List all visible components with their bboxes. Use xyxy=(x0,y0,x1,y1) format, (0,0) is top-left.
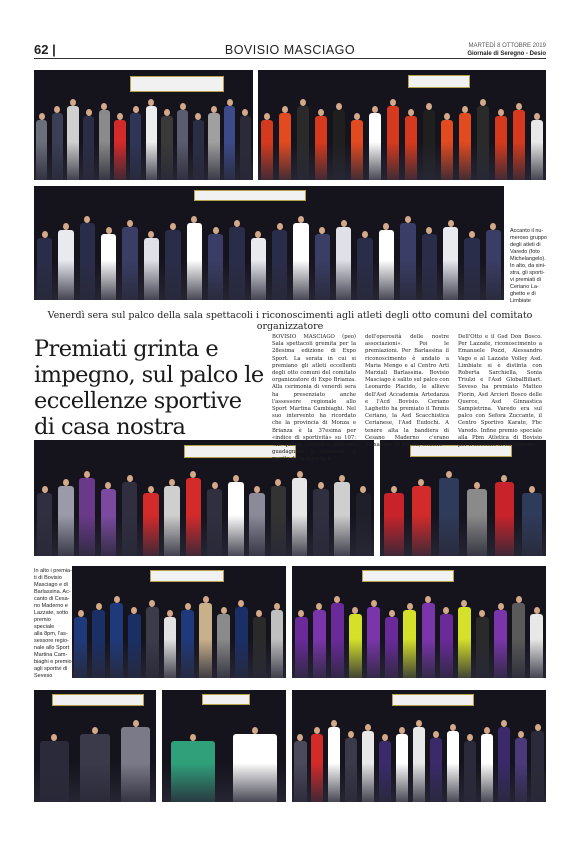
caption-line: Accanto il nu- xyxy=(510,228,544,234)
person-figure xyxy=(495,482,515,556)
person-figure xyxy=(58,486,73,556)
person-figure xyxy=(522,493,542,556)
person-figure xyxy=(294,741,306,802)
section-title: BOVISIO MASCIAGO xyxy=(224,43,356,57)
person-figure xyxy=(379,230,394,300)
person-figure xyxy=(486,230,501,300)
person-figure xyxy=(481,734,493,802)
person-figure xyxy=(146,106,157,180)
person-figure xyxy=(440,614,453,678)
person-figure xyxy=(187,223,202,300)
person-figure xyxy=(458,607,471,678)
person-figure xyxy=(447,731,459,802)
person-figure xyxy=(362,731,374,802)
person-figure xyxy=(272,230,287,300)
person-figure xyxy=(99,110,110,180)
person-figure xyxy=(128,614,141,678)
person-figure xyxy=(292,478,307,556)
photo-varedo xyxy=(34,186,504,300)
caption-line: In alto, da sini- xyxy=(510,263,546,269)
person-figure xyxy=(385,617,398,678)
person-figure xyxy=(240,116,251,180)
photo-bovisio-barlassina xyxy=(34,70,253,180)
caption-line: ti di Bovisio xyxy=(34,575,62,581)
page-number: 62 | xyxy=(34,42,56,57)
caption-line: meroso gruppo xyxy=(510,235,547,241)
person-figure xyxy=(530,614,543,678)
person-figure xyxy=(349,614,362,678)
person-figure xyxy=(336,227,351,300)
caption-line: stra, gli sporti- xyxy=(510,270,545,276)
caption-line: Ceriano La- xyxy=(510,284,539,290)
person-figure xyxy=(271,610,284,678)
person-figure xyxy=(476,617,489,678)
person-figure xyxy=(293,223,308,300)
person-figure xyxy=(498,727,510,802)
caption-line: ghetto e di xyxy=(510,291,536,297)
person-figure xyxy=(279,113,292,180)
caption-line: sessore regio- xyxy=(34,638,69,644)
photo-seveso xyxy=(292,690,546,802)
person-figure xyxy=(331,603,344,678)
person-figure xyxy=(400,223,415,300)
person-figure xyxy=(36,120,47,180)
caption-line: biaghi e premio xyxy=(34,659,72,665)
person-figure xyxy=(101,234,116,300)
photo-assessore xyxy=(162,690,286,802)
person-figure xyxy=(439,478,459,556)
person-figure xyxy=(67,106,78,180)
person-figure xyxy=(199,603,212,678)
person-figure xyxy=(313,610,326,678)
header-rule xyxy=(34,58,546,59)
person-figure xyxy=(229,227,244,300)
caption-line: vi premiati di xyxy=(510,277,541,283)
person-figure xyxy=(333,110,346,180)
person-figure xyxy=(217,614,230,678)
person-figure xyxy=(164,617,177,678)
issue-date: MARTEDÌ 8 OTTOBRE 2019 xyxy=(468,43,546,49)
person-figure xyxy=(477,106,490,180)
person-figure xyxy=(315,116,328,180)
caption-line: canto di Cesa- xyxy=(34,596,70,602)
article-column-2: dell'operosità delle nostre associazioni». Poi le premiazioni. Per Barlassina il riconoscimento è andato a Maria Mengo e al Centro Arti Marziali Barlassina. Bovisio Masciago è salito sul palco con Leonardo Placido, le allieve dell'Asd Accademia Artedanza e l'Acd Bovisio. Ceriano Laghetto ha premiato il Tennis Ceriano, la Asd Scacchistica Cerianese, l'Asd Eudochi. A tenere alta la bandiera di Cesano Maderno c'erano Alexander Di Nicola, Simone xyxy=(365,334,449,449)
person-figure xyxy=(165,230,180,300)
person-figure xyxy=(423,110,436,180)
person-figure xyxy=(513,110,526,180)
person-figure xyxy=(367,607,380,678)
person-figure xyxy=(171,741,216,802)
person-figure xyxy=(351,120,364,180)
person-figure xyxy=(512,603,525,678)
person-figure xyxy=(146,607,159,678)
caption-line: Martina Cam- xyxy=(34,652,68,658)
person-figure xyxy=(405,116,418,180)
person-figure xyxy=(345,738,357,802)
person-figure xyxy=(311,734,323,802)
person-figure xyxy=(297,106,310,180)
person-figure xyxy=(80,223,95,300)
masthead xyxy=(467,42,546,58)
person-figure xyxy=(37,238,52,300)
person-figure xyxy=(253,617,266,678)
person-figure xyxy=(295,617,308,678)
person-figure xyxy=(328,727,340,802)
person-figure xyxy=(110,603,123,678)
person-figure xyxy=(181,610,194,678)
caption-bottom-left xyxy=(34,568,72,680)
person-figure xyxy=(467,489,487,556)
person-figure xyxy=(387,106,400,180)
person-figure xyxy=(396,734,408,802)
person-figure xyxy=(208,113,219,180)
person-figure xyxy=(384,493,404,556)
caption-line: agli sportivi di xyxy=(34,666,68,672)
person-figure xyxy=(315,234,330,300)
person-figure xyxy=(413,727,425,802)
person-figure xyxy=(495,116,508,180)
person-figure xyxy=(422,603,435,678)
person-figure xyxy=(403,610,416,678)
person-figure xyxy=(531,120,544,180)
photo-volley-team xyxy=(292,566,546,678)
caption-line: Seveso xyxy=(34,673,53,679)
person-figure xyxy=(369,113,382,180)
person-figure xyxy=(101,489,116,556)
person-figure xyxy=(271,486,286,556)
caption-line: alla 8pm, l'as- xyxy=(34,631,68,637)
caption-line: Masciago e di xyxy=(34,582,68,588)
newspaper-name: Giornale di Seregno - Desio xyxy=(467,51,546,57)
person-figure xyxy=(412,486,432,556)
person-figure xyxy=(130,113,141,180)
person-figure xyxy=(79,478,94,556)
person-figure xyxy=(83,116,94,180)
person-figure xyxy=(235,607,248,678)
caption-line: Limbiate xyxy=(510,298,531,304)
person-figure xyxy=(92,610,105,678)
person-figure xyxy=(121,727,150,802)
person-figure xyxy=(161,116,172,180)
person-figure xyxy=(249,493,264,556)
person-figure xyxy=(531,731,543,802)
person-figure xyxy=(356,493,371,556)
person-figure xyxy=(228,482,243,556)
person-figure xyxy=(114,120,125,180)
photo-karate-kids xyxy=(72,566,286,678)
person-figure xyxy=(224,106,235,180)
caption-line: Barlassina. Ac- xyxy=(34,589,71,595)
person-figure xyxy=(143,493,158,556)
caption-line: Michelangelo). xyxy=(510,256,546,262)
person-figure xyxy=(164,486,179,556)
caption-line: degli atleti di xyxy=(510,242,541,248)
article-headline: Premiati grinta e impegno, sul palco le eccellenze sportive di casa nostra xyxy=(34,336,264,440)
person-figure xyxy=(379,741,391,802)
person-figure xyxy=(52,113,63,180)
caption-top-right xyxy=(510,228,554,305)
caption-line: In alto i premia- xyxy=(34,568,72,574)
person-figure xyxy=(37,493,52,556)
photo-ceriano-limbiate xyxy=(258,70,546,180)
person-figure xyxy=(193,120,204,180)
person-figure xyxy=(430,738,442,802)
person-figure xyxy=(251,238,266,300)
person-figure xyxy=(464,741,476,802)
caption-line: premio speciale xyxy=(34,617,55,630)
person-figure xyxy=(177,110,188,180)
person-figure xyxy=(58,230,73,300)
person-figure xyxy=(144,238,159,300)
photo-pbm-award xyxy=(34,690,156,802)
article-column-1: BOVISIO MASCIAGO (peo) Sala spettacoli gremita per la 28esima edizione di Expo Sport. La serata in cui si premiano gli atleti eccellenti degli otto comuni del comitato organizzatore di Expo Brianza. Alla cerimonia di venerdì sera ha presenziato anche l'assessore regionale allo Sport Martina Cambiaghi. Nel suo intervento ha ricordato che la provincia di Monza e Brianza è la 37esima per «indice di sportività» su 107: «In questa classifica abbiamo guadagnato 9 posizioni, è merito della tenacia e xyxy=(272,334,356,463)
person-figure xyxy=(261,120,274,180)
person-figure xyxy=(334,482,349,556)
person-figure xyxy=(422,234,437,300)
person-figure xyxy=(122,482,137,556)
person-figure xyxy=(80,734,109,802)
article-subhead: Venerdì sera sul palco della sala spettacoli i riconoscimenti agli atleti degli otto comuni del comitato organizzatore xyxy=(47,310,533,332)
caption-line: nale allo Sport xyxy=(34,645,70,651)
person-figure xyxy=(459,113,472,180)
person-figure xyxy=(233,734,278,802)
caption-line: Varedo (foto xyxy=(510,249,540,255)
person-figure xyxy=(40,741,69,802)
photo-lazzate xyxy=(380,440,546,556)
caption-line: Lazzate, sotto xyxy=(34,610,69,616)
article-column-3: Dell'Otto e il Gsd Don Bosco. Per Lazzate, riconoscimento a Emanuele Pozzi, Alessandro Vago e al Lazzate Volley Asd. Limbiate si è distinta con Roberta Sarchiella, Sonia Triulzi e l'Asd GlobalBiliart. Seveso ha premiato Matteo Fiorin, Asd Arcieri Bosco delle Querce, Asd Ginnastica Sampietrina. Varedo era sul palco con Sefora Zuccante, il Centro Sportivo Karate, Fbc Varedo. Infine premio speciale alla Pbm Atletica di Bovisio per il 30esimo di fondazione. xyxy=(458,334,542,449)
person-figure xyxy=(464,238,479,300)
person-figure xyxy=(441,120,454,180)
person-figure xyxy=(207,489,222,556)
person-figure xyxy=(122,227,137,300)
person-figure xyxy=(357,238,372,300)
person-figure xyxy=(494,610,507,678)
person-figure xyxy=(74,617,87,678)
caption-line: no Maderno e xyxy=(34,603,68,609)
person-figure xyxy=(515,738,527,802)
person-figure xyxy=(313,489,328,556)
person-figure xyxy=(443,227,458,300)
person-figure xyxy=(186,478,201,556)
person-figure xyxy=(208,234,223,300)
